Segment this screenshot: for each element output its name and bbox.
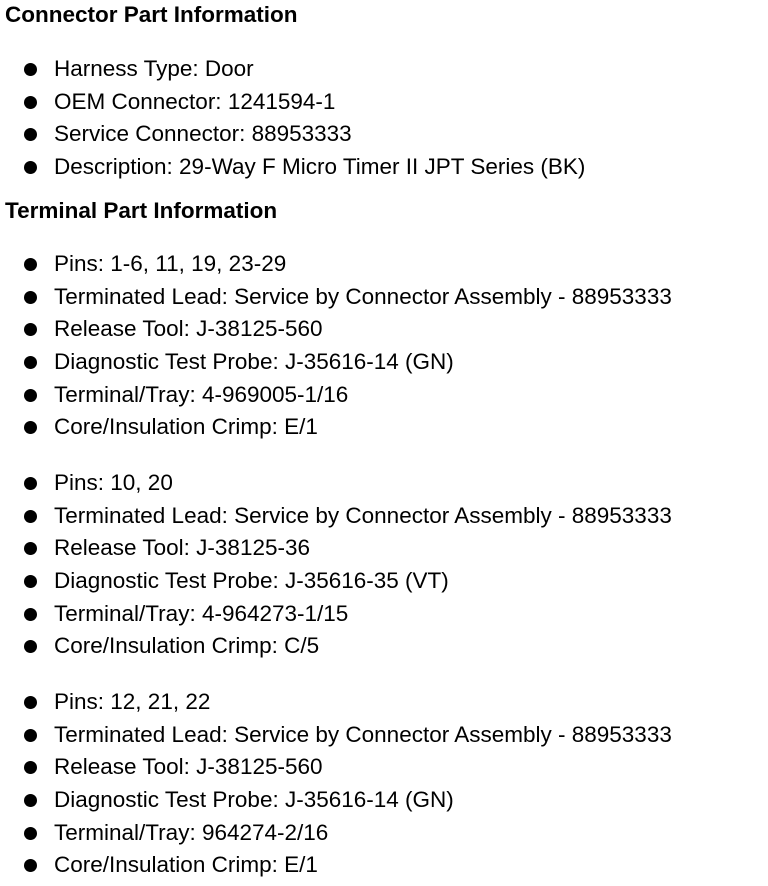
bullet-icon	[24, 696, 37, 709]
bullet-icon	[24, 389, 37, 402]
bullet-icon	[24, 729, 37, 742]
bullet-icon	[24, 510, 37, 523]
connector-info-list	[0, 53, 768, 184]
list-item	[0, 630, 768, 663]
list-item-text: Service Connector: 88953333	[54, 121, 352, 147]
bullet-icon	[24, 575, 37, 588]
list-item-text: Pins: 1-6, 11, 19, 23-29	[54, 251, 287, 276]
list-item	[0, 86, 768, 119]
list-item-text: Diagnostic Test Probe: J-35616-14 (GN)	[54, 787, 454, 813]
list-item	[0, 151, 768, 184]
terminal-group-2-list	[0, 467, 768, 663]
list-item-text: Terminated Lead: Service by Connector Assembly - 88953333	[54, 283, 672, 309]
list-item	[0, 118, 768, 151]
bullet-icon	[24, 827, 37, 840]
list-item-text: Release Tool: J-38125-560	[54, 754, 323, 780]
list-item	[0, 686, 768, 719]
list-item-text: Terminated Lead: Service by Connector Assembly - 88953333	[54, 721, 672, 747]
list-item-text: Terminated Lead: Service by Connector Assembly - 88953333	[54, 502, 672, 528]
list-item-text: Core/Insulation Crimp: E/1	[54, 852, 318, 878]
list-item-text: OEM Connector: 1241594-1	[54, 88, 336, 114]
bullet-icon	[24, 421, 37, 434]
list-item-text: Harness Type: Door	[54, 56, 254, 81]
bullet-icon	[24, 477, 37, 490]
list-item-text: Core/Insulation Crimp: E/1	[54, 414, 318, 440]
bullet-icon	[24, 63, 37, 76]
list-item-text: Diagnostic Test Probe: J-35616-14 (GN)	[54, 349, 454, 375]
bullet-icon	[24, 761, 37, 774]
list-item-text: Release Tool: J-38125-560	[54, 316, 323, 342]
list-item-text: Terminal/Tray: 964274-2/16	[54, 819, 329, 845]
bullet-icon	[24, 323, 37, 336]
list-item-text: Diagnostic Test Probe: J-35616-35 (VT)	[54, 568, 449, 594]
list-item	[0, 784, 768, 817]
terminal-group-1-list	[0, 248, 768, 444]
list-item-text: Description: 29-Way F Micro Timer II JPT Series (BK)	[54, 154, 586, 180]
list-item-text: Pins: 12, 21, 22	[54, 689, 211, 714]
bullet-icon	[24, 608, 37, 621]
list-item	[0, 346, 768, 379]
terminal-part-information-heading: Terminal Part Information	[5, 198, 278, 223]
list-item	[0, 248, 768, 281]
list-item-text: Release Tool: J-38125-36	[54, 535, 311, 561]
bullet-icon	[24, 161, 37, 174]
list-item-text: Terminal/Tray: 4-964273-1/15	[54, 600, 349, 626]
bullet-icon	[24, 640, 37, 653]
list-item	[0, 313, 768, 346]
bullet-icon	[24, 542, 37, 555]
bullet-icon	[24, 859, 37, 872]
list-item	[0, 849, 768, 882]
list-item	[0, 467, 768, 500]
list-item	[0, 817, 768, 850]
list-item	[0, 532, 768, 565]
list-item-text: Pins: 10, 20	[54, 470, 173, 495]
list-item	[0, 751, 768, 784]
list-item	[0, 598, 768, 631]
connector-part-information-heading: Connector Part Information	[5, 2, 298, 27]
list-item	[0, 53, 768, 86]
list-item	[0, 281, 768, 314]
bullet-icon	[24, 356, 37, 369]
list-item	[0, 719, 768, 752]
list-item-text: Core/Insulation Crimp: C/5	[54, 633, 320, 659]
list-item	[0, 411, 768, 444]
terminal-group-3-list	[0, 686, 768, 882]
bullet-icon	[24, 258, 37, 271]
list-item	[0, 500, 768, 533]
bullet-icon	[24, 96, 37, 109]
list-item	[0, 379, 768, 412]
bullet-icon	[24, 794, 37, 807]
bullet-icon	[24, 128, 37, 141]
bullet-icon	[24, 291, 37, 304]
list-item-text: Terminal/Tray: 4-969005-1/16	[54, 381, 349, 407]
list-item	[0, 565, 768, 598]
